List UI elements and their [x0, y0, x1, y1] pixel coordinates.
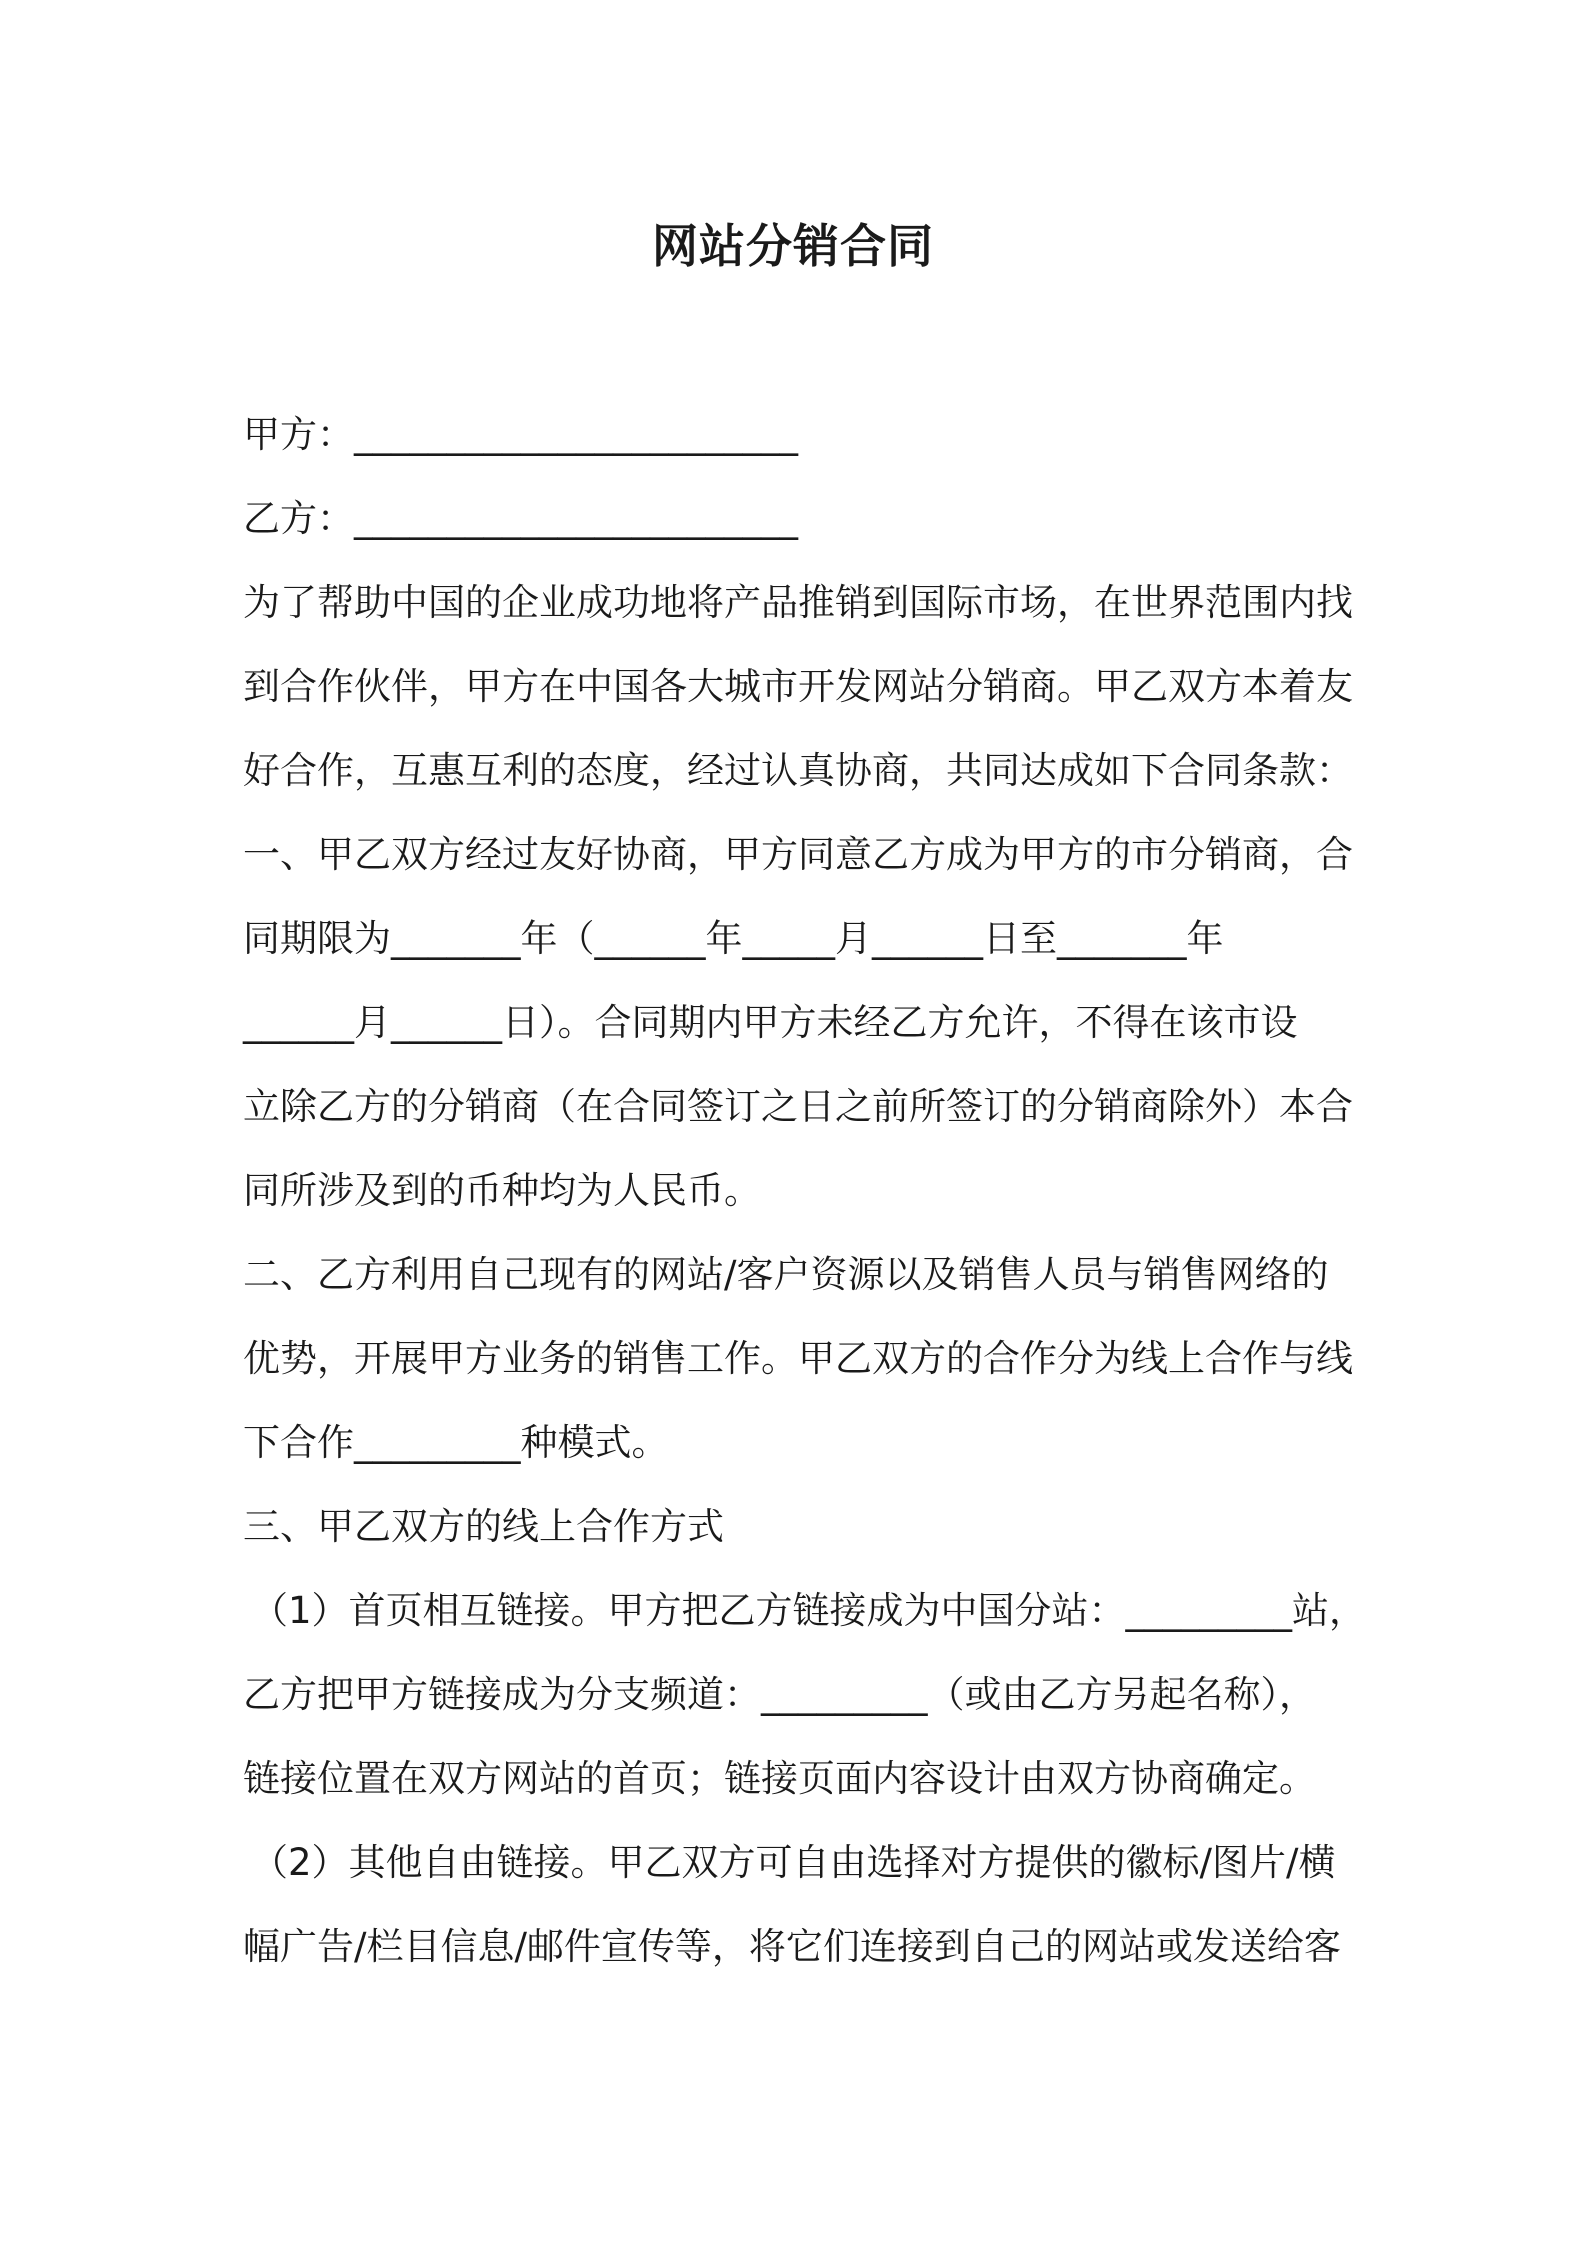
clause-1-line: 同所涉及到的币种均为人民币。	[243, 1169, 761, 1212]
item-2-line: （2）其他自由链接。甲乙双方可自由选择对方提供的徽标/图片/横	[251, 1841, 1336, 1884]
paragraph-line: 到合作伙伴，甲方在中国各大城市开发网站分销商。甲乙双方本着友	[243, 665, 1353, 708]
item-2-line: 幅广告/栏目信息/邮件宣传等，将它们连接到自己的网站或发送给客	[243, 1925, 1341, 1968]
item-1-line: （1）首页相互链接。甲方把乙方链接成为中国分站：_________站，	[251, 1589, 1367, 1632]
clause-2-line: 下合作_________种模式。	[243, 1421, 669, 1464]
clause-1-line: 立除乙方的分销商（在合同签订之日之前所签订的分销商除外）本合	[243, 1085, 1353, 1128]
clause-1-line: 同期限为_______年（______年_____月______日至_______年	[243, 917, 1224, 960]
party-b-line: 乙方：________________________	[243, 497, 798, 540]
item-1-line: 乙方把甲方链接成为分支频道：_________（或由乙方另起名称），	[243, 1673, 1316, 1716]
party-a-line: 甲方：________________________	[243, 413, 798, 456]
clause-3-heading: 三、甲乙双方的线上合作方式	[243, 1505, 724, 1548]
paragraph-line: 为了帮助中国的企业成功地将产品推销到国际市场，在世界范围内找	[243, 581, 1353, 624]
clause-2-line: 二、乙方利用自己现有的网站/客户资源以及销售人员与销售网络的	[243, 1253, 1329, 1296]
clause-1-line: ______月______日）。合同期内甲方未经乙方允许，不得在该市设	[243, 1001, 1298, 1044]
clause-2-line: 优势，开展甲方业务的销售工作。甲乙双方的合作分为线上合作与线	[243, 1337, 1353, 1380]
item-1-line: 链接位置在双方网站的首页；链接页面内容设计由双方协商确定。	[243, 1757, 1316, 1800]
clause-1-line: 一、甲乙双方经过友好协商，甲方同意乙方成为甲方的市分销商，合	[243, 833, 1353, 876]
paragraph-line: 好合作，互惠互利的态度，经过认真协商，共同达成如下合同条款：	[243, 749, 1353, 792]
document-title: 网站分销合同	[652, 219, 934, 273]
